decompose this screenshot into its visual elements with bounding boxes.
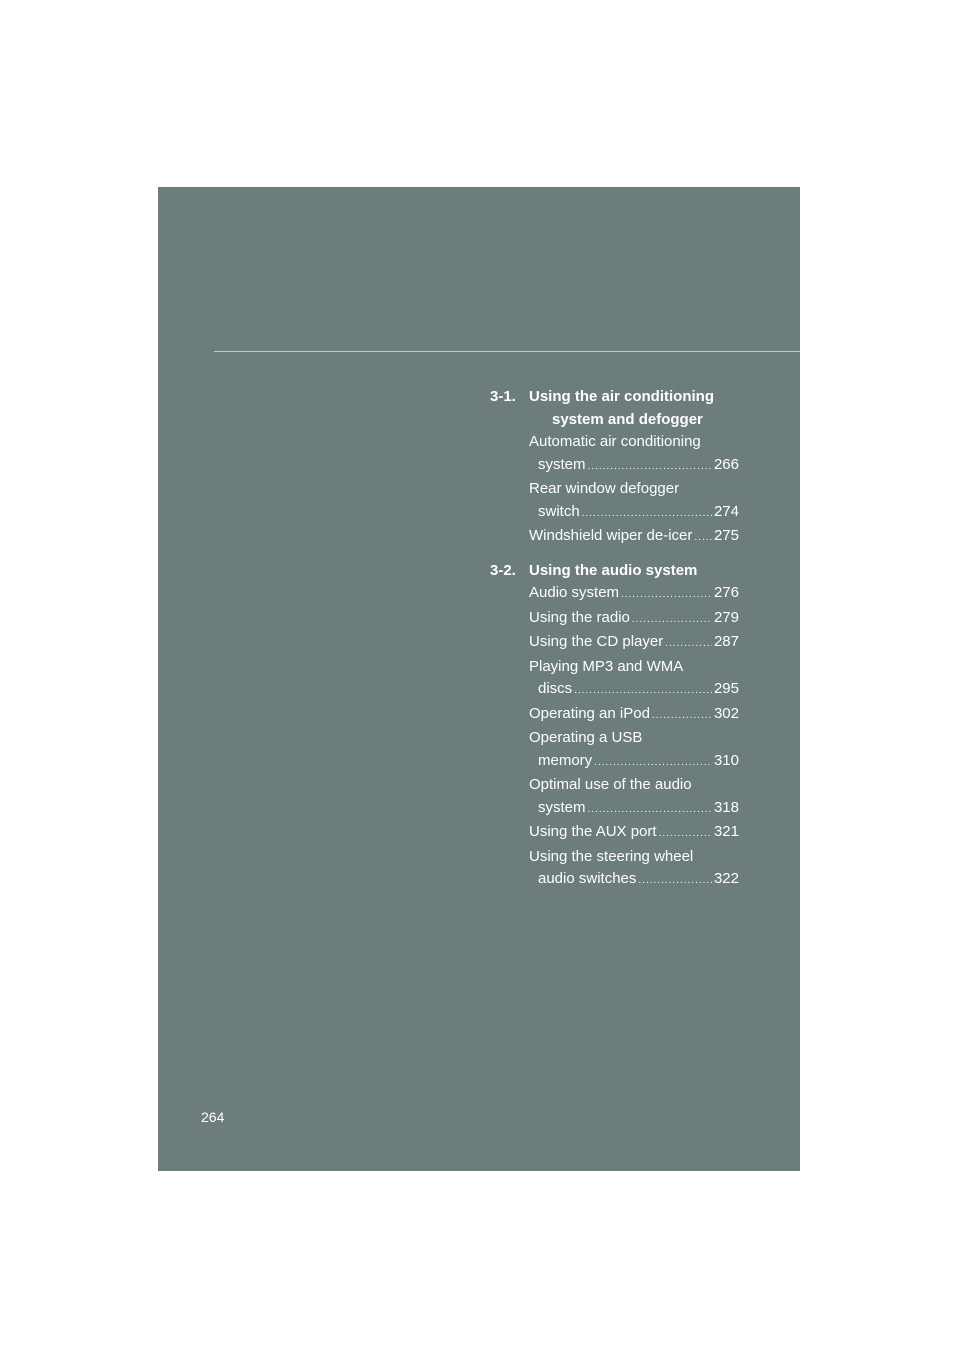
section-number: 3-2. xyxy=(490,561,516,579)
entry-text: Using the AUX port xyxy=(529,823,657,840)
toc-entry-optimal-use-audio[interactable] xyxy=(529,774,739,821)
dot-leader xyxy=(621,584,712,607)
entry-text: Using the radio xyxy=(529,608,630,626)
toc-entry-using-the-radio[interactable] xyxy=(529,607,739,632)
entry-text: Audio system xyxy=(529,584,620,601)
entry-page-number: 321 xyxy=(713,823,739,840)
divider-line xyxy=(214,351,800,352)
toc-section-3-1 xyxy=(490,386,739,550)
dot-leader xyxy=(694,527,712,550)
toc-entry-playing-mp3-wma[interactable] xyxy=(529,656,739,703)
toc-entry-using-the-aux-port[interactable] xyxy=(529,821,739,846)
table-of-contents xyxy=(490,386,739,903)
entry-text: Automatic air conditioning xyxy=(529,433,701,450)
entry-text: Operating an iPod xyxy=(529,704,650,722)
entry-page-number: 310 xyxy=(713,751,739,769)
entry-text: audio switches xyxy=(538,870,637,887)
dot-leader xyxy=(632,609,712,632)
dot-leader xyxy=(574,680,712,703)
entry-text: Windshield wiper de-icer xyxy=(529,527,693,544)
entry-text: Using the steering wheel xyxy=(529,847,694,865)
entry-text: Optimal use of the audio xyxy=(529,776,692,793)
entry-page-number: 322 xyxy=(713,870,739,887)
dot-leader xyxy=(659,823,712,846)
entry-page-number: 276 xyxy=(713,584,739,601)
section-title-line: Using the audio system xyxy=(529,561,698,579)
page-number: 264 xyxy=(201,1109,225,1125)
entry-page-number: 274 xyxy=(713,502,739,520)
toc-entry-using-the-cd-player[interactable] xyxy=(529,631,739,656)
section-heading[interactable] xyxy=(490,560,739,583)
section-heading[interactable] xyxy=(490,386,739,431)
toc-entry-operating-a-usb-memory[interactable] xyxy=(529,727,739,774)
toc-entry-steering-wheel-audio-switches[interactable] xyxy=(529,846,739,893)
toc-entry-windshield-wiper-de-icer[interactable] xyxy=(529,525,739,550)
toc-entry-automatic-air-conditioning[interactable] xyxy=(529,431,739,478)
entry-text: Operating a USB xyxy=(529,729,643,746)
toc-entry-audio-system[interactable] xyxy=(529,582,739,607)
section-number: 3-1. xyxy=(490,388,516,405)
entry-text: system xyxy=(538,798,586,816)
toc-entry-rear-window-defogger[interactable] xyxy=(529,478,739,525)
dot-leader xyxy=(652,705,712,728)
entry-text: Using the CD player xyxy=(529,633,664,650)
dot-leader xyxy=(665,633,712,656)
section-title-line: Using the air conditioning xyxy=(529,388,714,405)
entry-page-number: 302 xyxy=(713,704,739,722)
section-title-line: system and defogger xyxy=(552,410,703,428)
section-title xyxy=(529,386,739,431)
entry-text: Playing MP3 and WMA xyxy=(529,657,684,675)
dot-leader xyxy=(588,799,712,822)
dot-leader xyxy=(638,870,712,893)
section-title xyxy=(529,560,739,583)
dot-leader xyxy=(588,456,712,479)
entry-text: Rear window defogger xyxy=(529,480,680,497)
entry-text: system xyxy=(538,455,586,473)
entry-page-number: 275 xyxy=(713,527,739,544)
entry-page-number: 287 xyxy=(713,633,739,650)
toc-section-3-2 xyxy=(490,560,739,893)
dot-leader xyxy=(582,503,712,526)
entry-page-number: 266 xyxy=(713,455,739,473)
toc-entry-operating-an-ipod[interactable] xyxy=(529,703,739,728)
entry-page-number: 279 xyxy=(713,608,739,626)
dot-leader xyxy=(594,752,712,775)
entry-page-number: 318 xyxy=(713,798,739,816)
entry-text: memory xyxy=(538,751,593,769)
entry-text: discs xyxy=(538,680,573,697)
entry-page-number: 295 xyxy=(713,680,739,697)
entry-text: switch xyxy=(538,502,580,520)
